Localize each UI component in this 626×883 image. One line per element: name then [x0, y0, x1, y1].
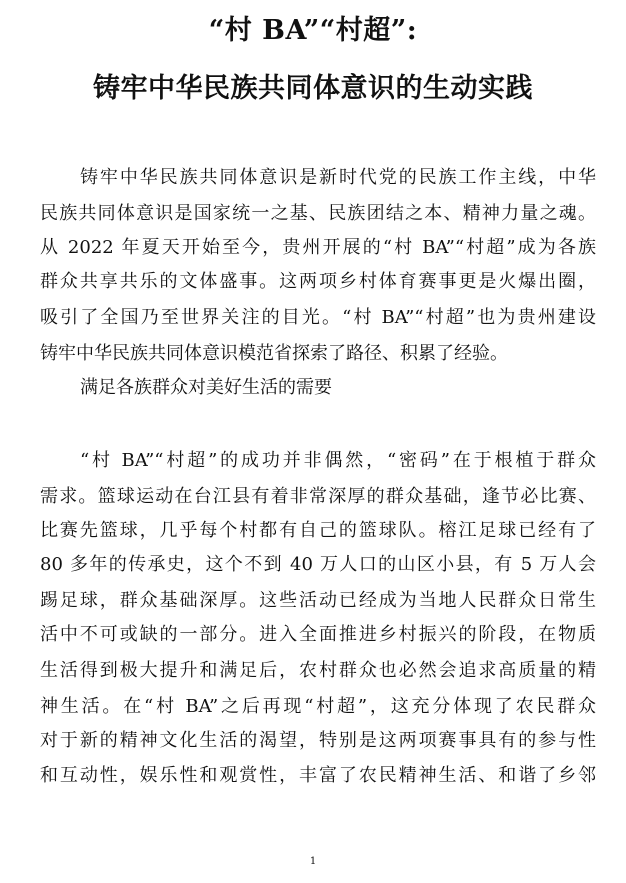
paragraph-1-line-5: 吸引了全国乃至世界关注的目光。“村 BA”“村超”也为贵州建设 — [40, 307, 596, 328]
paragraph-1-line-3: 从 2022 年夏天开始至今，贵州开展的“村 BA”“村超”成为各族 — [40, 237, 596, 258]
page-number: 1 — [309, 856, 317, 867]
paragraph-1-line-4: 群众共享共乐的文体盛事。这两项乡村体育赛事更是火爆出圈， — [40, 271, 596, 292]
paragraph-2-line-9: 对于新的精神文化生活的渴望，特别是这两项赛事具有的参与性 — [40, 730, 596, 751]
section-heading: 满足各族群众对美好生活的需要 — [80, 377, 332, 398]
document-title-line-1: “村 BA”“村超”: — [208, 15, 418, 46]
document-title-line-2: 铸牢中华民族共同体意识的生动实践 — [93, 73, 533, 104]
paragraph-2-line-10: 和互动性，娱乐性和观赏性，丰富了农民精神生活、和谐了乡邻 — [40, 765, 596, 786]
paragraph-2-line-4: 80 多年的传承史，这个不到 40 万人口的山区小县，有 5 万人会 — [40, 554, 596, 575]
paragraph-2-line-1: “村 BA”“村超”的成功并非偶然，“密码”在于根植于群众 — [80, 450, 596, 471]
paragraph-1-line-6: 铸牢中华民族共同体意识模范省探索了路径、积累了经验。 — [40, 343, 508, 364]
paragraph-2-line-2: 需求。篮球运动在台江县有着非常深厚的群众基础，逢节必比赛、 — [40, 486, 596, 507]
paragraph-2-line-7: 生活得到极大提升和满足后，农村群众也必然会追求高质量的精 — [40, 660, 596, 681]
paragraph-2-line-8: 神生活。在“村 BA”之后再现“村超”，这充分体现了农民群众 — [40, 696, 596, 717]
paragraph-1-line-1: 铸牢中华民族共同体意识是新时代党的民族工作主线，中华 — [80, 167, 596, 188]
paragraph-2-line-5: 踢足球，群众基础深厚。这些活动已经成为当地人民群众日常生 — [40, 590, 596, 611]
paragraph-2-line-6: 活中不可或缺的一部分。进入全面推进乡村振兴的阶段，在物质 — [40, 624, 596, 645]
paragraph-1-line-2: 民族共同体意识是国家统一之基、民族团结之本、精神力量之魂。 — [40, 203, 596, 224]
paragraph-2-line-3: 比赛先篮球，几乎每个村都有自己的篮球队。榕江足球已经有了 — [40, 520, 596, 541]
